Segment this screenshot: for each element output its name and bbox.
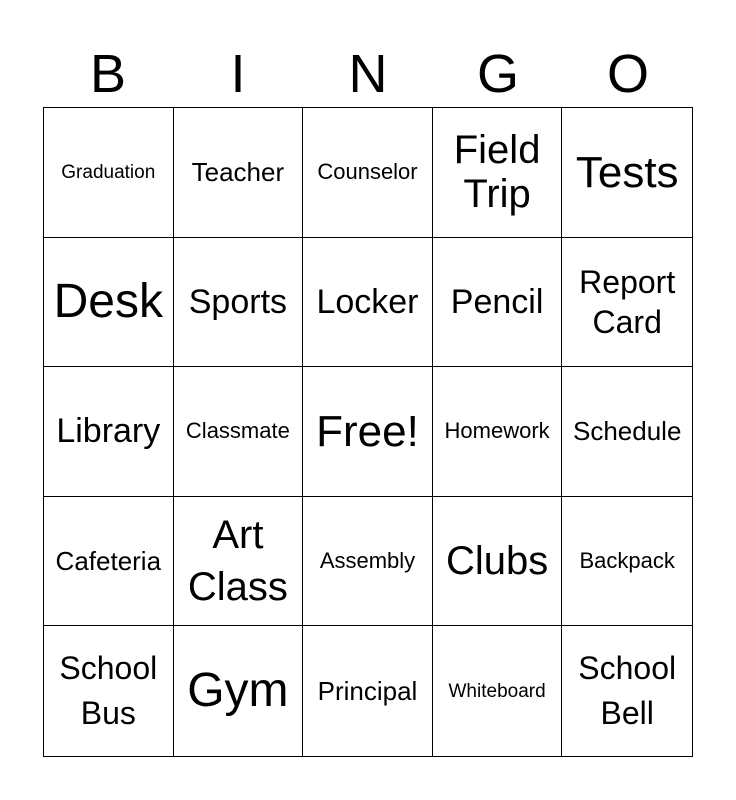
bingo-cell[interactable] — [303, 626, 433, 756]
bingo-cell[interactable] — [562, 497, 692, 627]
cell-label: Principal — [317, 675, 418, 706]
cell-label: Assembly — [319, 547, 416, 573]
cell-label: Gym — [187, 664, 289, 718]
bingo-cell[interactable] — [433, 497, 563, 627]
bingo-cell[interactable] — [562, 626, 692, 756]
cell-label: Locker — [316, 282, 419, 321]
cell-label: Counselor — [317, 158, 418, 184]
cell-label: School Bus — [59, 650, 158, 732]
bingo-grid — [43, 107, 693, 757]
bingo-cell[interactable] — [433, 626, 563, 756]
cell-label: School Bell — [578, 650, 677, 732]
bingo-cell[interactable] — [433, 238, 563, 368]
bingo-cell[interactable] — [303, 497, 433, 627]
cell-label: Cafeteria — [55, 545, 162, 576]
header-letter-g: G — [476, 44, 519, 104]
bingo-cell[interactable] — [44, 108, 174, 238]
bingo-cell[interactable] — [174, 497, 304, 627]
bingo-cell[interactable] — [303, 238, 433, 368]
cell-label: Schedule — [572, 415, 682, 446]
free-space-label: Free! — [316, 406, 419, 456]
cell-label: Backpack — [579, 547, 675, 573]
bingo-cell[interactable] — [174, 238, 304, 368]
bingo-cell[interactable] — [44, 238, 174, 368]
cell-label: Report Card — [579, 263, 676, 340]
bingo-cell[interactable] — [303, 108, 433, 238]
cell-label: Desk — [53, 275, 163, 329]
bingo-cell[interactable] — [174, 108, 304, 238]
header-letter-i: I — [230, 44, 246, 104]
free-space-cell[interactable] — [303, 367, 433, 497]
cell-label: Graduation — [61, 161, 156, 183]
bingo-cell[interactable] — [174, 367, 304, 497]
bingo-cell[interactable] — [44, 626, 174, 756]
bingo-cell[interactable] — [433, 367, 563, 497]
cell-label: Art Class — [187, 513, 288, 610]
cell-label: Clubs — [445, 539, 549, 584]
bingo-cell[interactable] — [44, 367, 174, 497]
bingo-cell[interactable] — [174, 626, 304, 756]
cell-label: Sports — [188, 282, 288, 321]
bingo-cell[interactable] — [562, 108, 692, 238]
cell-label: Homework — [444, 418, 550, 444]
bingo-cell[interactable] — [562, 238, 692, 368]
cell-label: Field Trip — [453, 128, 541, 217]
cell-label: Classmate — [185, 418, 290, 444]
bingo-cell[interactable] — [44, 497, 174, 627]
bingo-cell[interactable] — [562, 367, 692, 497]
header-letter-n: N — [348, 44, 388, 104]
header-letter-o: O — [606, 44, 649, 104]
cell-label: Pencil — [450, 282, 544, 321]
bingo-header — [43, 40, 693, 108]
cell-label: Library — [56, 412, 161, 451]
cell-label: Teacher — [191, 156, 285, 187]
cell-label: Tests — [575, 147, 679, 197]
bingo-cell[interactable] — [433, 108, 563, 238]
header-letter-b: B — [89, 44, 127, 104]
cell-label: Whiteboard — [448, 680, 546, 702]
